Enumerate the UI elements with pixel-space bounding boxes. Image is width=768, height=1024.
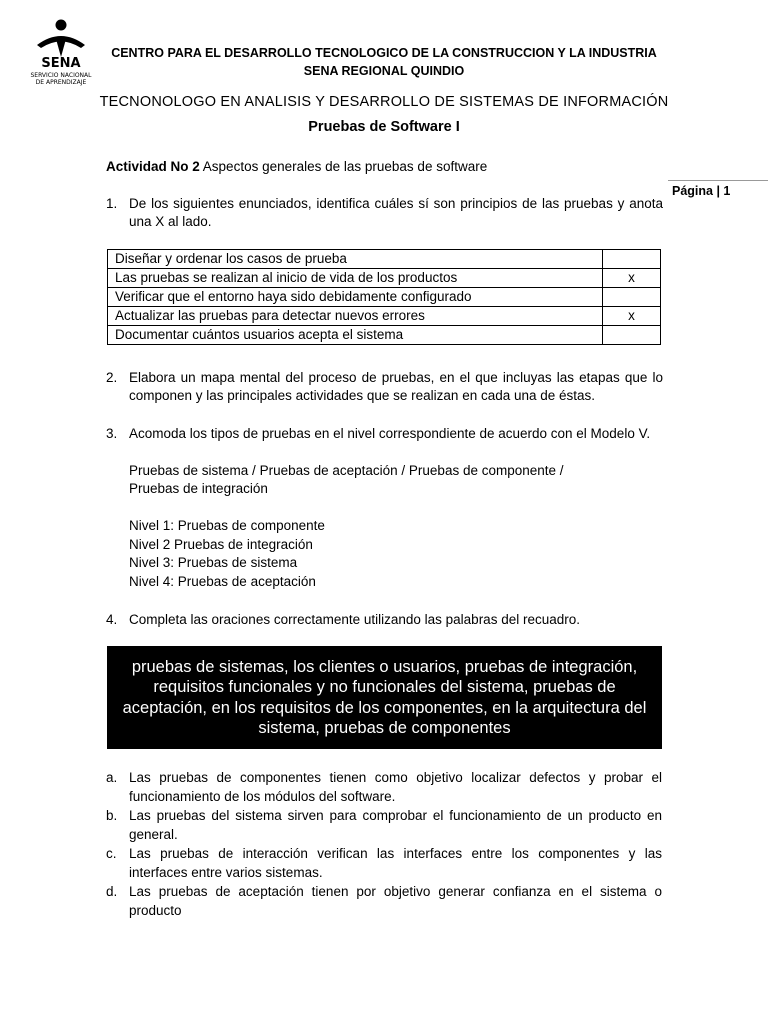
word-box-text: pruebas de sistemas, los clientes o usuarios, pruebas de integración, requisitos funcionales y no funcionales del sistema, pruebas de aceptación, en los requisitos de los componentes, en la arquitectura del sistema, pruebas de componentes [122, 657, 647, 737]
mark-cell [603, 250, 661, 269]
statement-cell: Documentar cuántos usuarios acepta el sistema [108, 326, 603, 345]
list-text: Las pruebas de interacción verifican las interfaces entre los componentes y las interfaces entre varios sistemas. [129, 846, 662, 880]
sena-emblem-icon [23, 17, 99, 69]
table-row [108, 326, 661, 345]
test-types-line-2: Pruebas de integración [129, 481, 268, 496]
mark-cell: x [603, 269, 661, 288]
logo-line-2: DE APRENDIZAJE [35, 79, 87, 86]
header-institution: CENTRO PARA EL DESARROLLO TECNOLOGICO DE LA CONSTRUCCION Y LA INDUSTRIA [111, 46, 657, 60]
question-number: 4. [106, 612, 118, 627]
word-box [107, 646, 662, 749]
list-letter: b. [106, 808, 118, 823]
question-number: 2. [106, 370, 118, 385]
question-text: Elabora un mapa mental del proceso de pruebas, en el que incluyas las etapas que lo componen y las principales actividades que se realizan en cada una de éstas. [129, 370, 663, 403]
level-item: Nivel 3: Pruebas de sistema [129, 555, 298, 570]
sena-brand-text: SENA [41, 56, 81, 69]
statement-cell: Diseñar y ordenar los casos de prueba [108, 250, 603, 269]
level-item: Nivel 2 Pruebas de integración [129, 537, 313, 552]
question-text: De los siguientes enunciados, identifica cuáles sí son principios de las pruebas y anota una X al lado. [129, 196, 663, 229]
activity-description: Aspectos generales de las pruebas de software [202, 159, 488, 174]
statement-cell: Verificar que el entorno haya sido debidamente configurado [108, 288, 603, 307]
list-text: Las pruebas del sistema sirven para comprobar el funcionamiento de un producto en general. [129, 808, 662, 842]
table-row [108, 307, 661, 326]
statement-cell: Las pruebas se realizan al inicio de vida de los productos [108, 269, 603, 288]
mark-cell: x [603, 307, 661, 326]
page-number: Página | 1 [672, 184, 731, 198]
table-row [108, 288, 661, 307]
page-number-rule [668, 180, 768, 181]
question-number: 3. [106, 426, 118, 441]
question-text: Completa las oraciones correctamente utilizando las palabras del recuadro. [129, 612, 580, 627]
activity-label: Actividad No 2 [106, 159, 200, 174]
mark-cell [603, 288, 661, 307]
list-letter: d. [106, 884, 118, 899]
level-item: Nivel 1: Pruebas de componente [129, 518, 325, 533]
header-regional: SENA REGIONAL QUINDIO [303, 64, 465, 78]
activity-title [106, 159, 487, 174]
table-row [108, 269, 661, 288]
logo-line-1: SERVICIO NACIONAL [30, 72, 92, 79]
principles-table [107, 249, 661, 345]
list-letter: a. [106, 770, 118, 785]
header-course: Pruebas de Software I [308, 119, 460, 135]
header-program: TECNONOLOGO EN ANALISIS Y DESARROLLO DE SISTEMAS DE INFORMACIÓN [99, 94, 669, 110]
level-item: Nivel 4: Pruebas de aceptación [129, 574, 316, 589]
list-text: Las pruebas de componentes tienen como objetivo localizar defectos y probar el funcionamiento de los módulos del software. [129, 770, 662, 804]
list-letter: c. [106, 846, 117, 861]
table-row [108, 250, 661, 269]
statement-cell: Actualizar las pruebas para detectar nuevos errores [108, 307, 603, 326]
question-number: 1. [106, 196, 118, 211]
question-text: Acomoda los tipos de pruebas en el nivel correspondiente de acuerdo con el Modelo V. [129, 426, 651, 441]
test-types-line-1: Pruebas de sistema / Pruebas de aceptación / Pruebas de componente / [129, 463, 564, 478]
mark-cell [603, 326, 661, 345]
list-text: Las pruebas de aceptación tienen por objetivo generar confianza en el sistema o producto [129, 884, 662, 918]
